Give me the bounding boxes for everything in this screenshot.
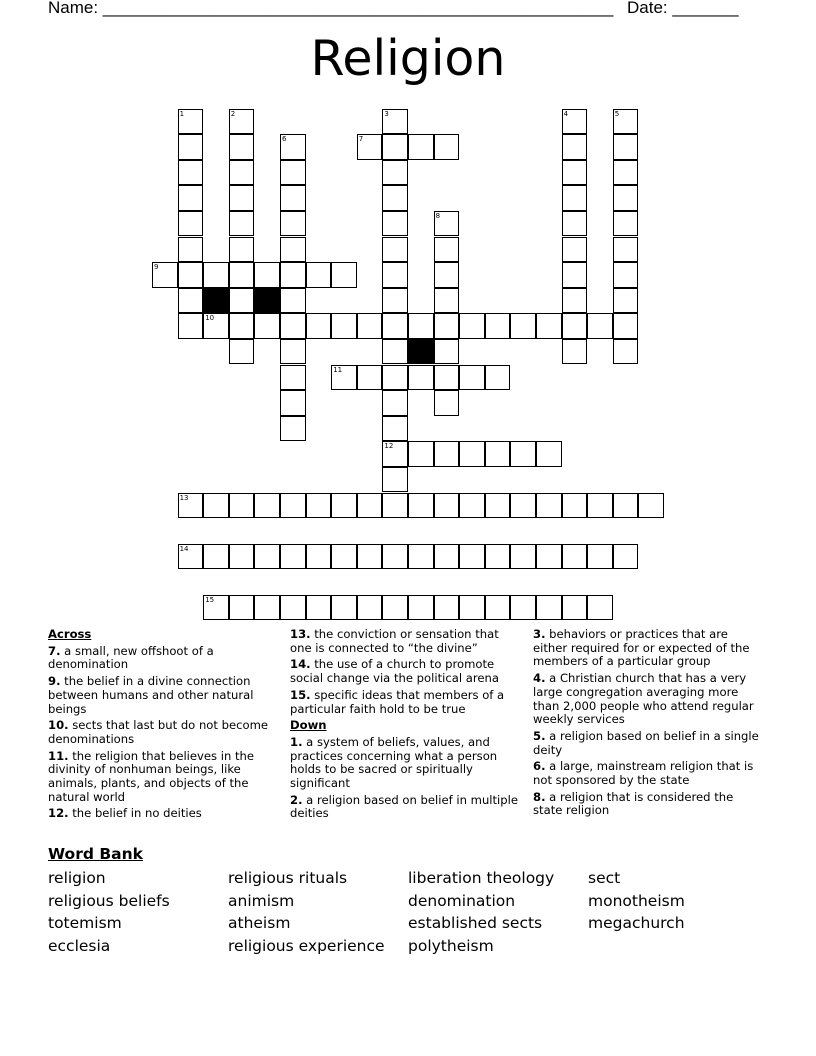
clue-number: 15 [205,595,215,604]
crossword-cell[interactable] [280,365,306,391]
crossword-cell[interactable] [178,544,204,570]
crossword-cell[interactable] [382,339,408,365]
clue-item [533,760,765,787]
crossword-cell[interactable] [357,313,383,339]
crossword-cell[interactable] [280,544,306,570]
crossword-cell[interactable] [434,365,460,391]
crossword-cell[interactable] [178,134,204,160]
clues-column-1 [48,628,280,824]
crossword-cell[interactable] [408,441,434,467]
clue-item-text: the religion that believes in the divinity of nonhuman beings, like animals, plants, and objects of the natural world [48,748,255,804]
crossword-cell[interactable] [485,365,511,391]
crossword-cell[interactable] [254,595,280,621]
crossword-cell[interactable] [357,595,383,621]
crossword-cell[interactable] [382,390,408,416]
crossword-cell[interactable] [280,160,306,186]
word-bank [48,867,788,958]
crossword-cell[interactable] [306,493,332,519]
clue-number: 11 [333,365,343,374]
crossword-cell[interactable] [562,544,588,570]
clue-number: 5 [614,109,620,118]
crossword-cell[interactable] [408,544,434,570]
crossword-block [254,288,280,314]
crossword-cell[interactable] [562,262,588,288]
crossword-cell[interactable] [382,313,408,339]
clue-item-number: 11. [48,748,69,763]
clue-number: 4 [563,109,569,118]
clue-item [48,675,280,716]
crossword-cell[interactable] [510,493,536,519]
crossword-cell[interactable] [434,211,460,237]
crossword-cell[interactable] [587,595,613,621]
clue-item-number: 3. [533,627,546,641]
crossword-cell[interactable] [331,595,357,621]
crossword-cell[interactable] [280,134,306,160]
clue-number: 14 [179,544,189,553]
crossword-cell[interactable] [562,134,588,160]
name-field-label: Name: ______________________________________________________ [48,0,614,17]
crossword-cell[interactable] [178,313,204,339]
crossword-cell[interactable] [613,544,639,570]
crossword-cell[interactable] [178,109,204,135]
crossword-cell[interactable] [613,493,639,519]
crossword-cell[interactable] [459,365,485,391]
word-bank-item: religious experience [228,937,385,956]
clues-column-2 [290,628,522,824]
clue-item [290,736,522,791]
crossword-cell[interactable] [229,493,255,519]
crossword-cell[interactable] [229,544,255,570]
crossword-cell[interactable] [331,493,357,519]
crossword-cell[interactable] [382,493,408,519]
clue-item-number: 4. [533,671,546,686]
down-heading: Down [290,718,327,733]
crossword-cell[interactable] [178,185,204,211]
crossword-cell[interactable] [331,313,357,339]
crossword-cell[interactable] [434,262,460,288]
crossword-cell[interactable] [562,211,588,237]
crossword-cell[interactable] [382,365,408,391]
crossword-cell[interactable] [408,493,434,519]
clue-number: 13 [179,493,189,502]
crossword-cell[interactable] [229,339,255,365]
crossword-cell[interactable] [280,185,306,211]
crossword-cell[interactable] [382,160,408,186]
crossword-cell[interactable] [357,493,383,519]
crossword-cell[interactable] [229,262,255,288]
crossword-cell[interactable] [229,237,255,263]
clue-item-number: 13. [290,627,311,641]
clue-item [48,750,280,805]
clue-number: 2 [230,109,236,118]
clue-item [48,719,280,746]
clue-item-number: 5. [533,728,546,743]
clue-number: 10 [205,314,215,323]
clue-number: 3 [384,109,389,118]
clue-item-number: 2. [290,792,303,807]
crossword-cell[interactable] [280,288,306,314]
crossword-cell[interactable] [203,493,229,519]
clue-item-text: a religion that is considered the state religion [533,789,734,818]
crossword-cell[interactable] [536,441,562,467]
crossword-cell[interactable] [382,288,408,314]
crossword-cell[interactable] [434,441,460,467]
word-bank-item: religion [48,869,106,887]
crossword-cell[interactable] [408,134,434,160]
crossword-cell[interactable] [178,493,204,519]
crossword-cell[interactable] [280,493,306,519]
clue-item [290,658,522,685]
crossword-cell[interactable] [280,262,306,288]
crossword-cell[interactable] [536,493,562,519]
crossword-cell[interactable] [485,313,511,339]
crossword-cell[interactable] [613,109,639,135]
crossword-cell[interactable] [408,365,434,391]
crossword-cell[interactable] [178,288,204,314]
clue-item-text: a religion based on belief in a single deity [533,728,759,757]
clue-item [290,794,522,821]
crossword-cell[interactable] [254,313,280,339]
crossword-cell[interactable] [510,595,536,621]
crossword-block [203,288,229,314]
crossword-cell[interactable] [434,288,460,314]
crossword-cell[interactable] [280,237,306,263]
word-bank-item: megachurch [588,914,685,933]
clue-item [48,645,280,672]
crossword-cell[interactable] [280,211,306,237]
clue-number: 7 [358,135,364,144]
crossword-cell[interactable] [331,544,357,570]
crossword-cell[interactable] [254,262,280,288]
crossword-cell[interactable] [536,313,562,339]
crossword-cell[interactable] [229,160,255,186]
word-bank-title: Word Bank [48,845,143,863]
crossword-cell[interactable] [434,595,460,621]
crossword-cell[interactable] [382,416,408,442]
crossword-cell[interactable] [357,365,383,391]
crossword-cell[interactable] [562,493,588,519]
crossword-cell[interactable] [254,544,280,570]
clue-item-text: the conviction or sensation that one is connected to “the divine” [290,627,499,655]
clue-item-number: 9. [48,674,61,689]
crossword-cell[interactable] [613,211,639,237]
clue-item-text: a religion based on belief in multiple deities [290,792,518,821]
date-field-label: Date: _______ [627,0,739,17]
clue-item-number: 8. [533,789,546,804]
crossword-cell[interactable] [613,237,639,263]
crossword-cell[interactable] [280,416,306,442]
clue-item-number: 10. [48,718,69,733]
across-heading: Across [48,627,92,641]
crossword-cell[interactable] [434,493,460,519]
crossword-cell[interactable] [280,313,306,339]
clue-item-number: 15. [290,687,311,702]
crossword-cell[interactable] [485,493,511,519]
crossword-cell[interactable] [229,595,255,621]
crossword-cell[interactable] [536,595,562,621]
clue-item-text: a Christian church that has a very large congregation averaging more than 2,000 people who attend regular weekly services [533,671,754,727]
crossword-cell[interactable] [280,390,306,416]
crossword-cell[interactable] [306,544,332,570]
crossword-cell[interactable] [459,544,485,570]
crossword-cell[interactable] [152,262,178,288]
crossword-cell[interactable] [613,134,639,160]
crossword-cell[interactable] [203,595,229,621]
crossword-cell[interactable] [459,313,485,339]
clue-item-text: a large, mainstream religion that is not sponsored by the state [533,759,754,788]
crossword-cell[interactable] [613,339,639,365]
crossword-cell[interactable] [434,134,460,160]
crossword-cell[interactable] [254,493,280,519]
crossword-block [408,339,434,365]
crossword-cell[interactable] [613,185,639,211]
crossword-cell[interactable] [434,237,460,263]
clue-item [290,628,522,655]
clue-item-text: specific ideas that members of a particular faith hold to be true [290,687,505,716]
crossword-cell[interactable] [562,237,588,263]
crossword-cell[interactable] [382,109,408,135]
crossword-cell[interactable] [613,313,639,339]
crossword-cell[interactable] [562,595,588,621]
word-bank-item: denomination [408,891,516,910]
page-title: Religion [310,30,506,87]
crossword-cell[interactable] [613,288,639,314]
crossword-cell[interactable] [638,493,664,519]
clue-item-text: the belief in no deities [68,806,202,821]
crossword-cell[interactable] [510,544,536,570]
clue-number: 12 [384,442,394,451]
crossword-cell[interactable] [485,544,511,570]
word-bank-item: ecclesia [48,937,111,956]
word-bank-item: totemism [48,914,122,933]
crossword-cell[interactable] [203,262,229,288]
crossword-cell[interactable] [229,211,255,237]
crossword-cell[interactable] [178,160,204,186]
clue-item-number: 1. [290,734,303,749]
word-bank-item: polytheism [408,937,494,956]
crossword-cell[interactable] [459,595,485,621]
crossword-cell[interactable] [562,160,588,186]
crossword-cell[interactable] [382,467,408,493]
crossword-cell[interactable] [587,544,613,570]
crossword-cell[interactable] [229,109,255,135]
crossword-cell[interactable] [229,313,255,339]
word-bank-item: liberation theology [408,869,555,887]
crossword-cell[interactable] [382,237,408,263]
clue-number: 8 [435,211,441,220]
crossword-cell[interactable] [306,595,332,621]
crossword-cell[interactable] [382,441,408,467]
crossword-cell[interactable] [459,441,485,467]
clue-number: 9 [154,263,159,272]
crossword-cell[interactable] [536,544,562,570]
crossword-cell[interactable] [562,339,588,365]
crossword-cell[interactable] [613,262,639,288]
crossword-cell[interactable] [562,288,588,314]
clue-item [48,807,280,821]
crossword-cell[interactable] [229,185,255,211]
crossword-cell[interactable] [485,595,511,621]
clue-item-text: the use of a church to promote social change via the political arena [290,657,499,686]
crossword-cell[interactable] [306,313,332,339]
crossword-cell[interactable] [357,134,383,160]
crossword-cell[interactable] [434,339,460,365]
crossword-cell[interactable] [510,441,536,467]
crossword-cell[interactable] [178,237,204,263]
crossword-cell[interactable] [408,595,434,621]
crossword-cell[interactable] [434,313,460,339]
clue-item-number: 14. [290,657,311,672]
crossword-cell[interactable] [434,544,460,570]
crossword-cell[interactable] [382,185,408,211]
crossword-cell[interactable] [587,313,613,339]
crossword-cell[interactable] [485,441,511,467]
crossword-cell[interactable] [382,134,408,160]
clue-item-number: 12. [48,806,69,821]
crossword-cell[interactable] [203,544,229,570]
clue-item [533,791,765,818]
word-bank-item: monotheism [588,891,685,910]
clue-item-text: a system of beliefs, values, and practices concerning what a person holds to be sacred or spiritually significant [290,734,498,791]
clue-item-number: 6. [533,759,546,774]
crossword-cell[interactable] [562,313,588,339]
crossword-cell[interactable] [280,595,306,621]
crossword-cell[interactable] [408,313,434,339]
crossword-cell[interactable] [229,134,255,160]
clue-number: 1 [179,109,185,118]
crossword-cell[interactable] [382,211,408,237]
crossword-cell[interactable] [587,493,613,519]
crossword-cell[interactable] [357,544,383,570]
crossword-cell[interactable] [382,595,408,621]
clue-item-text: behaviors or practices that are either required for or expected of the members of a particular group [533,627,750,669]
clue-number: 6 [282,135,287,144]
crossword-cell[interactable] [562,109,588,135]
clue-item-text: a small, new offshoot of a denomination [48,643,214,672]
crossword-cell[interactable] [382,262,408,288]
crossword-cell[interactable] [459,493,485,519]
word-bank-item: religious rituals [228,869,348,887]
crossword-cell[interactable] [510,313,536,339]
crossword-cell[interactable] [280,339,306,365]
clue-item-number: 7. [48,643,61,658]
crossword-cell[interactable] [178,262,204,288]
crossword-cell[interactable] [562,185,588,211]
crossword-cell[interactable] [613,160,639,186]
clue-item-text: sects that last but do not become denominations [48,718,269,746]
clue-item [533,628,765,669]
word-bank-item: established sects [408,914,543,933]
word-bank-item: atheism [228,914,291,933]
clue-item [533,672,765,727]
word-bank-item: sect [588,869,621,887]
crossword-cell[interactable] [434,390,460,416]
crossword-cell[interactable] [306,262,332,288]
crossword-cell[interactable] [178,211,204,237]
crossword-cell[interactable] [229,288,255,314]
crossword-cell[interactable] [203,313,229,339]
crossword-cell[interactable] [382,544,408,570]
clue-item [533,730,765,757]
word-bank-item: religious beliefs [48,891,170,910]
clue-item [290,689,522,716]
word-bank-item: animism [228,891,295,910]
crossword-cell[interactable] [331,262,357,288]
clues-column-3 [533,628,765,821]
crossword-cell[interactable] [331,365,357,391]
clue-item-text: the belief in a divine connection between humans and other natural beings [48,674,254,716]
